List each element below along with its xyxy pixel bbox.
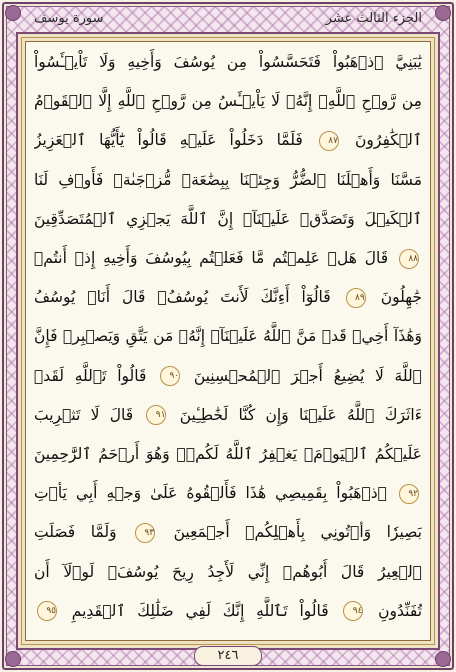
verse-text: ءَاثَرَكَ ٱللَّهُ عَلَيۡنَا وَإِن كُنَّا لَخَٰطِـِٔينَ xyxy=(179,405,422,424)
verse-line xyxy=(34,83,422,119)
verse-text: ٱلۡكَٰفِرُونَ xyxy=(355,131,422,150)
verse-line xyxy=(34,44,422,80)
verse-text: قَالَ لَا تَثۡرِيبَ xyxy=(34,405,134,424)
page-number-cartouche xyxy=(194,646,262,666)
verse-line xyxy=(34,475,422,511)
verse-line xyxy=(34,201,422,237)
verse-text: قَالُواْ تَٱللَّهِ لَقَدۡ xyxy=(34,366,147,385)
verse-line xyxy=(34,162,422,198)
verse-line xyxy=(34,593,422,629)
verse-line xyxy=(34,436,422,472)
verse-text: فَلَمَّا دَخَلُواْ عَلَيۡهِ قَالُواْ يَٰٓأَيُّهَا ٱلۡعَزِيزُ xyxy=(34,131,303,150)
verse-text: قَالُوٓاْ أَءِنَّكَ لَأَنتَ يُوسُفُۖ قَالَ أَنَا۠ يُوسُفُ xyxy=(34,288,331,307)
verse-text: مِن رَّوۡحِ ٱللَّهِۖ إِنَّهُۥ لَا يَاْيۡـَٔسُ مِن رَّوۡحِ ٱللَّهِ إِلَّا ٱلۡقَوۡمُ xyxy=(34,92,422,111)
verse-text: وَلَمَّا فَصَلَتِ xyxy=(34,523,117,542)
verse-line xyxy=(34,554,422,590)
verse-text: يَٰبَنِيَّ ٱذۡهَبُواْ فَتَحَسَّسُواْ مِن يُوسُفَ وَأَخِيهِ وَلَا تَاْيۡـَٔسُواْ xyxy=(34,53,422,71)
verse-text: ٱذۡهَبُواْ بِقَمِيصِي هَٰذَا فَأَلۡقُوهُ عَلَىٰ وَجۡهِ أَبِي يَأۡتِ xyxy=(34,484,387,503)
verse-line xyxy=(34,397,422,433)
ayah-number-marker: ٩٣ xyxy=(135,523,155,543)
surah-label: سورة يوسف xyxy=(34,11,104,26)
verse-text: قَالُواْ تَٱللَّهِ إِنَّكَ لَفِي ضَلَٰلِكَ ٱلۡقَدِيمِ xyxy=(71,601,329,620)
verse-text: قَالَ هَلۡ عَلِمۡتُم مَّا فَعَلۡتُم بِيُوسُفَ وَأَخِيهِ إِذۡ أَنتُمۡ xyxy=(34,249,389,267)
juz-label: الجزء الثالث عشر xyxy=(325,11,422,26)
ayah-number-marker: ٨٩ xyxy=(346,288,366,308)
verse-text: مَسَّنَا وَأَهۡلَنَا ٱلضُّرُّ وَجِئۡنَا بِبِضَٰعَةٖ مُّزۡجَىٰةٖ فَأَوۡفِ لَنَا xyxy=(34,170,422,189)
ayah-number-marker: ٨٨ xyxy=(399,249,419,269)
ayah-number-marker: ٨٧ xyxy=(319,131,339,151)
page-header xyxy=(30,8,426,30)
verse-line xyxy=(34,318,422,354)
verse-text: تُفَنِّدُونِ xyxy=(378,601,422,620)
corner-ornament-icon xyxy=(5,651,21,667)
verse-line xyxy=(34,358,422,394)
ayah-number-marker: ٩٤ xyxy=(343,601,363,621)
verse-text: جَٰهِلُونَ xyxy=(380,288,422,307)
verse-text: وَهَٰذَآ أَخِيۖ قَدۡ مَنَّ ٱللَّهُ عَلَيۡنَآۖ إِنَّهُۥ مَن يَتَّقِ وَيَصۡبِرۡ فَإِنَّ xyxy=(34,327,422,346)
corner-ornament-icon xyxy=(435,5,451,21)
verse-text: ٱللَّهَ لَا يُضِيعُ أَجۡرَ ٱلۡمُحۡسِنِينَ xyxy=(193,366,422,385)
verse-text: ٱلۡكَيۡلَ وَتَصَدَّقۡ عَلَيۡنَآۖ إِنَّ ٱللَّهَ يَجۡزِي ٱلۡمُتَصَدِّقِينَ xyxy=(34,209,422,228)
ayah-number-marker: ٩٥ xyxy=(37,601,57,621)
corner-ornament-icon xyxy=(435,651,451,667)
verse-line xyxy=(34,514,422,550)
verse-line xyxy=(34,279,422,315)
corner-ornament-icon xyxy=(5,5,21,21)
verse-line xyxy=(34,122,422,158)
ayah-number-marker: ٩١ xyxy=(146,405,166,425)
verse-line xyxy=(34,240,422,276)
verse-text: عَلَيۡكُمُ ٱلۡيَوۡمَۖ يَغۡفِرُ ٱللَّهُ لَكُمۡۖ وَهُوَ أَرۡحَمُ ٱلرَّٰحِمِينَ xyxy=(34,445,422,463)
verse-text: ٱلۡعِيرُ قَالَ أَبُوهُمۡ إِنِّي لَأَجِدُ رِيحَ يُوسُفَۖ لَوۡلَآ أَن xyxy=(34,562,422,581)
ayah-number-marker: ٩٢ xyxy=(399,484,419,504)
page-number: ٢٤٦ xyxy=(217,648,239,663)
verse-text: بَصِيرٗا وَأۡتُونِي بِأَهۡلِكُمۡ أَجۡمَعِينَ xyxy=(173,523,422,542)
ayah-number-marker: ٩٠ xyxy=(160,366,180,386)
